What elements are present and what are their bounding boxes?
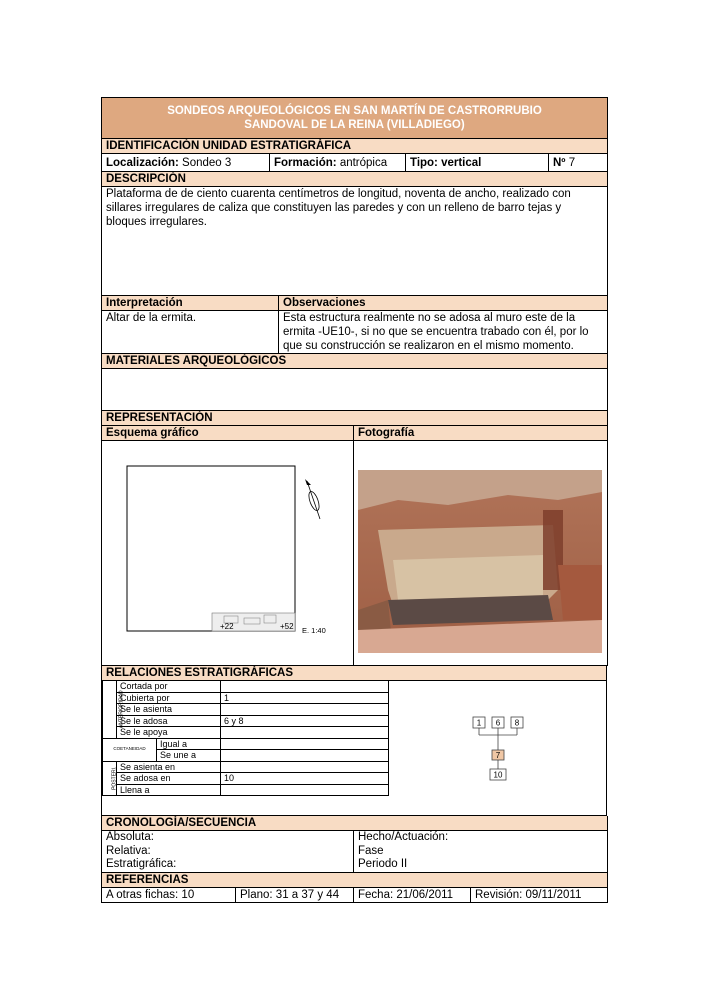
rel-se-asienta-en-label: Se asienta en [117,761,221,773]
anterioridad-label [103,681,125,738]
relaciones-header [101,666,607,681]
relaciones-table [102,681,389,796]
representation-table [101,411,608,666]
localizacion-label: Localización: [106,156,179,169]
cronologia-absoluta: Absoluta: [106,831,154,843]
anterioridad-text: ANTERIORIDAD [118,690,125,729]
esquema-cell [102,441,354,666]
matrix-box-8 [511,717,523,728]
sketch-outline [127,466,295,631]
cronologia-fase: Fase [358,844,384,857]
cronologia-hecho: Hecho/Actuación: [358,831,449,843]
interpretacion-text: Altar de la ermita. [102,311,279,354]
fotografia-heading: Fotografía [354,426,608,441]
rel-llena-a-label: Llena a [117,784,221,796]
numero-value: 7 [565,156,576,169]
rel-se-le-apoya-label: Se le apoya [117,727,221,739]
localizacion-value: Sondeo 3 [178,156,232,169]
cronologia-periodo: Periodo II [358,858,408,870]
rel-se-adosa-en-value: 10 [221,773,389,785]
interpretacion-heading: Interpretación [102,296,279,311]
title-line-1: SONDEOS ARQUEOLÓGICOS EN SAN MARTÍN DE CASTRORRUBIO [167,105,542,117]
observaciones-text: Esta estructura realmente no se adosa al muro este de la ermita -UE10-, si no que se encuentra trabado con él, por lo que su construcción se realizaron en el mismo momento. [279,311,608,354]
rel-igual-a-value [221,738,389,750]
numero-label: Nº [553,156,566,169]
descripcion-heading: DESCRIPCIÓN [102,172,608,187]
cronologia-estratigrafica: Estratigráfica: [106,858,177,870]
rel-se-une-a-label: Se une a [157,750,221,762]
rel-se-le-adosa-label: Se le adosa [117,715,221,727]
cronologia-table [101,816,608,873]
rel-se-le-asienta-label: Se le asienta [117,704,221,716]
relaciones-heading: RELACIONES ESTRATIGRÁFICAS [102,666,607,681]
materiales-body [102,369,608,411]
descripcion-text: Plataforma de de ciento cuarenta centímetros de longitud, noventa de ancho, realizado con sillares irregulares de caliza que constituyen las paredes y con un relleno de barro tejas y bloques irregulares. [102,187,608,296]
matrix-box-7 [492,750,504,760]
harris-matrix [462,711,532,783]
matrix-connectors [479,728,517,769]
tipo-cell: Tipo: vertical [406,154,549,172]
interpretation-table [101,296,608,411]
posterioridad-text: POSTERI. [111,766,118,790]
rel-cortada-por-value [221,681,389,692]
relaciones-table-wrap [102,681,388,796]
localizacion-cell [102,154,270,172]
referencias-heading: REFERENCIAS [102,873,608,888]
matrix-box-10 [490,769,506,780]
rel-cubierta-por-value: 1 [221,692,389,704]
rel-se-adosa-en-label: Se adosa en [117,773,221,785]
ref-plano: Plano: 31 a 37 y 44 [236,887,354,902]
identificacion-heading: IDENTIFICACIÓN UNIDAD ESTRATIGRÁFICA [102,139,608,154]
rel-cubierta-por-label: Cubierta por [117,692,221,704]
matrix-label-8: 8 [514,718,520,728]
rel-se-une-a-value [221,750,389,762]
coetaneidad-text: COETANEIDAD [113,746,146,752]
record-table [101,97,608,296]
excavation-photo [358,470,602,653]
title-line-2: SANDOVAL DE LA REINA (VILLADIEGO) [244,119,465,131]
ref-otras-fichas: A otras fichas: 10 [102,887,236,902]
cronologia-relativa: Relativa: [106,844,151,857]
referencias-table [101,873,608,903]
matrix-label-10: 10 [493,770,503,780]
numero-cell [549,154,608,172]
observaciones-heading: Observaciones [279,296,608,311]
sketch-elev-left: +22 [220,622,234,631]
sketch-elev-right: +52 [280,622,294,631]
posterioridad-label [103,761,117,796]
matrix-box-6 [492,717,504,728]
representacion-heading: REPRESENTACIÓN [102,411,608,426]
relaciones-box [101,681,607,816]
formacion-cell [270,154,406,172]
rel-se-asienta-en-value [221,761,389,773]
rel-se-le-apoya-value [221,727,389,739]
fotografia-cell [354,441,608,666]
cronologia-heading: CRONOLOGÍA/SECUENCIA [102,816,608,831]
cronologia-right [354,831,608,873]
record-sheet [101,97,607,903]
coetaneidad-label [103,738,157,761]
materiales-heading: MATERIALES ARQUEOLÓGICOS [102,354,608,369]
sketch-scale: E. 1:40 [302,626,326,635]
formacion-label: Formación: [274,156,337,169]
ref-fecha: Fecha: 21/06/2011 [354,887,471,902]
esquema-sketch [102,441,352,661]
rel-se-le-adosa-value: 6 y 8 [221,715,389,727]
rel-se-le-asienta-value [221,704,389,716]
sheet-title [102,98,608,139]
rel-igual-a-label: Igual a [157,738,221,750]
cronologia-left [102,831,354,873]
rel-llena-a-value [221,784,389,796]
matrix-label-7: 7 [495,751,501,760]
esquema-heading: Esquema gráfico [102,426,354,441]
north-arrow-icon [305,479,321,519]
ref-revision: Revisión: 09/11/2011 [471,887,608,902]
matrix-label-1: 1 [476,718,482,728]
matrix-label-6: 6 [495,718,501,728]
matrix-box-1 [473,717,485,728]
rel-cortada-por-label: Cortada por [117,681,221,692]
formacion-value: antrópica [336,156,388,169]
